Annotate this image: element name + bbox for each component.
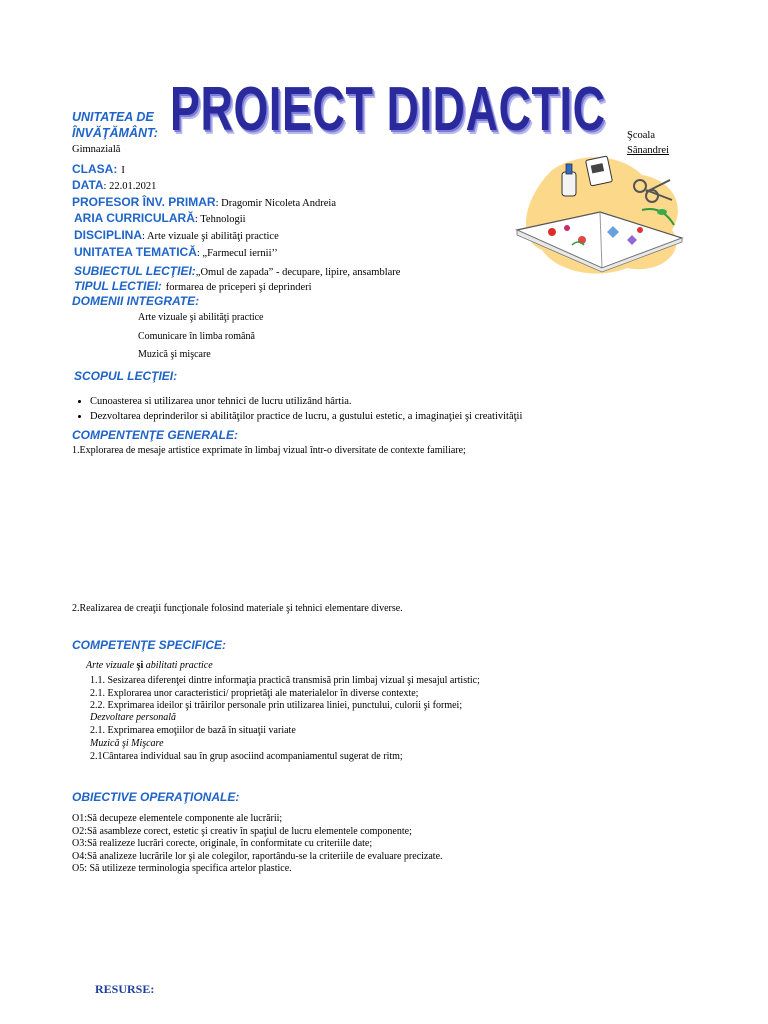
subiectul-value: „Omul de zapada” - decupare, lipire, ansamblare (195, 267, 401, 278)
arte-item: 2.1. Explorarea unor caracteristici/ proprietăţi ale materialelor în diverse contexte; (90, 688, 419, 699)
arte-heading-part: abilitati practice (143, 660, 213, 671)
domenii-label: DOMENII INTEGRATE: (72, 294, 200, 308)
muzica-item: 2.1Cântarea individual sau în grup asociind acompaniamentul sugerat de ritm; (90, 751, 403, 762)
arte-item: 2.2. Exprimarea ideilor şi trăirilor personale prin utilizarea liniei, punctului, culorii şi formei; (90, 700, 463, 711)
school-value-left: Gimnazială (72, 144, 121, 155)
obiectiv-item: O3:Să realizeze lucrări corecte, originale, în conformitate cu criteriile date; (72, 838, 373, 849)
aria-label: ARIA CURRICULARĂ (74, 211, 195, 225)
page-title: PROIECT DIDACTIC (170, 75, 606, 144)
tipul-label: TIPUL LECTIEI: (74, 279, 162, 293)
obiectiv-item: O4:Să analizeze lucrările lor şi ale colegilor, raportându-se la criteriile de evaluare precizate. (72, 851, 443, 862)
school-label-line1: UNITATEA DE (72, 110, 154, 124)
dezvoltare-heading: Dezvoltare personală (90, 712, 177, 723)
scopul-list (72, 396, 522, 426)
resurse-label: RESURSE: (95, 982, 155, 996)
subiectul-label: SUBIECTUL LECŢIEI: (74, 264, 196, 278)
profesor-value: : Dragomir Nicoleta Andreia (215, 198, 336, 209)
data-row (72, 176, 156, 194)
list-item: • Dezvoltarea deprinderilor si abilităţilor practice de lucru, a gustului estetic, a imaginaţiei şi creativităţii (90, 411, 522, 422)
arte-heading-part: şi (136, 660, 144, 671)
muzica-heading: Muzică şi Mişcare (90, 738, 164, 749)
clasa-label: CLASA: (72, 162, 118, 176)
arte-item: 1.1. Sesizarea diferenţei dintre informaţia practică transmisă prin limbaj vizual şi mesajul artistic; (90, 675, 480, 686)
school-value-right-1: Şcoala (627, 130, 655, 141)
competente-generale-item-1: 1.Explorarea de mesaje artistice exprimate în limbaj vizual într-o diversitate de contexte familiare; (72, 445, 466, 456)
unitatea-tematica-row (74, 243, 278, 261)
tipul-value: formarea de priceperi şi deprinderi (165, 282, 312, 293)
list-item: • Cunoasterea si utilizarea unor tehnici de lucru utilizând hârtia. (90, 396, 522, 407)
competente-generale-item-2: 2.Realizarea de creaţii funcţionale folosind materiale şi tehnici elementare diverse. (72, 603, 403, 614)
disciplina-row (74, 226, 279, 244)
obiectiv-item: O5: Să utilizeze terminologia specifica artelor plastice. (72, 863, 292, 874)
arte-heading-part: Arte vizuale (86, 660, 137, 671)
data-label: DATA (72, 178, 104, 192)
dezvoltare-item: 2.1. Exprimarea emoţiilor de bază în situaţii variate (90, 725, 296, 736)
domenii-item: Arte vizuale şi abilităţi practice (138, 312, 264, 323)
competente-generale-label: COMPENTENŢE GENERALE: (72, 428, 239, 442)
domenii-item: Muzică şi mişcare (138, 349, 211, 360)
school-value-right-2: Sânandrei (627, 145, 669, 156)
unitatea-tematica-value: : „Farmecul iernii’’ (196, 248, 278, 259)
competente-specifice-label: COMPETENŢE SPECIFICE: (72, 638, 227, 652)
profesor-label: PROFESOR ÎNV. PRIMAR (72, 195, 216, 209)
disciplina-label: DISCIPLINA (74, 228, 143, 242)
obiective-label: OBIECTIVE OPERAŢIONALE: (72, 790, 240, 804)
scopul-label: SCOPUL LECŢIEI: (74, 369, 178, 383)
domenii-item: Comunicare în limba română (138, 331, 255, 342)
unitatea-tematica-label: UNITATEA TEMATICĂ (74, 245, 197, 259)
data-value: : 22.01.2021 (103, 181, 157, 192)
aria-row (74, 209, 246, 227)
obiectiv-item: O1:Să decupeze elementele componente ale lucrării; (72, 813, 283, 824)
clasa-value: I (121, 165, 125, 176)
arte-heading (86, 660, 213, 671)
aria-value: : Tehnologii (194, 214, 246, 225)
book-crafts-clipart (512, 150, 692, 280)
school-label-line2: ÎNVĂŢĂMÂNT: (72, 126, 158, 140)
obiectiv-item: O2:Să asambleze corect, estetic şi creativ în spaţiul de lucru elementele componente; (72, 826, 412, 837)
disciplina-value: : Arte vizuale şi abilităţi practice (142, 231, 279, 242)
tipul-row (74, 277, 312, 295)
